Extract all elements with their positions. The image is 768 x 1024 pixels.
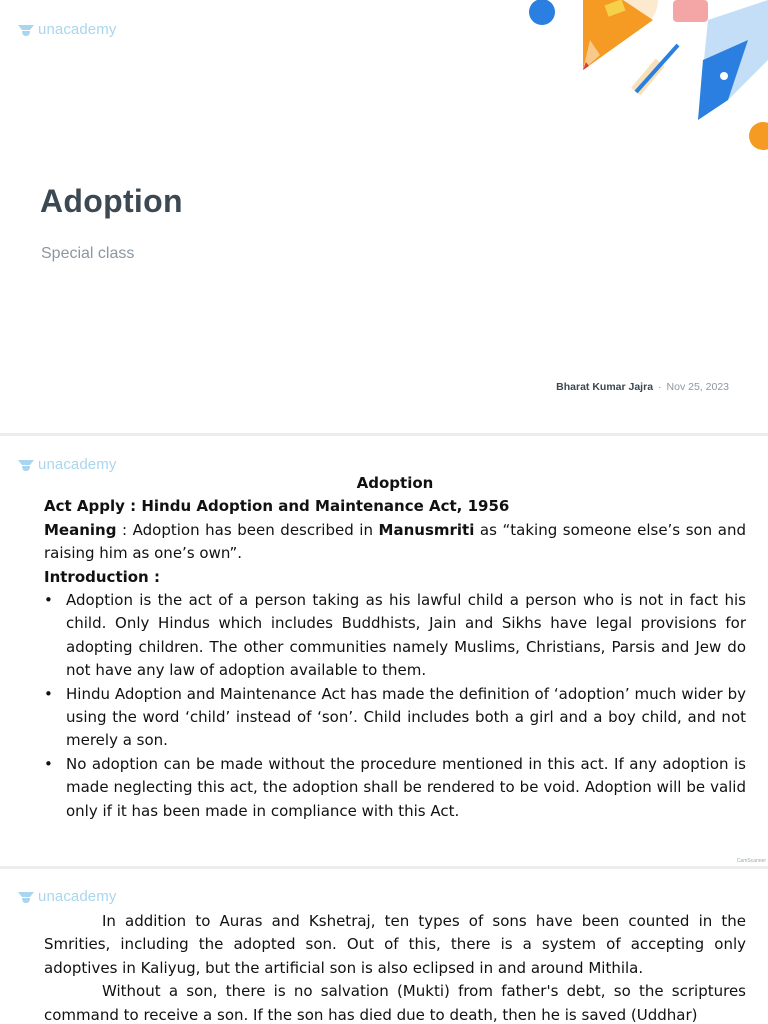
brand-name: unacademy bbox=[38, 21, 117, 38]
notes-slide-1 bbox=[0, 436, 768, 866]
paragraph: In addition to Auras and Kshetraj, ten types of sons have been counted in the Smrities, including the adopted son. Out of this, there is a system of accepting only adoptives in Kaliyug, but the artificial son is also eclipsed in and around Mithila. bbox=[44, 912, 746, 977]
paragraph: Without a son, there is no salvation (Mukti) from father's debt, so the scriptures command to receive a son. If the son has died due to death, then he is saved (Uddhar) bbox=[44, 982, 746, 1024]
introduction-label: Introduction : bbox=[44, 567, 160, 586]
list-item: • Adoption is the act of a person taking as his lawful child a person who is not in fact his child. Only Hindus which includes Buddhists, Jain and Sikhs have legal provisions for adopting children. The other communities namely Muslims, Christians, Parsis and Jew do not have any law of adoption available to them. bbox=[44, 589, 746, 683]
separator-dot: · bbox=[658, 381, 662, 393]
page-subtitle: Special class bbox=[41, 245, 135, 262]
notes-body bbox=[44, 472, 746, 823]
meaning-paragraph bbox=[44, 519, 746, 566]
unacademy-logo-icon bbox=[17, 23, 35, 37]
page-title: Adoption bbox=[40, 183, 183, 219]
brand-logo bbox=[17, 888, 116, 905]
brand-logo bbox=[17, 21, 116, 38]
manusmriti-term: Manusmriti bbox=[378, 520, 475, 539]
list-item: • No adoption can be made without the procedure mentioned in this act. If any adoption is made neglecting this act, the adoption shall be rendered to be void. Adoption will be valid only if it has been made in compliance with this Act. bbox=[44, 753, 746, 823]
notes-body bbox=[44, 910, 746, 1024]
list-item: • Hindu Adoption and Maintenance Act has made the definition of ‘adoption’ much wider by using the word ‘child’ instead of ‘son’. Child includes both a girl and a boy child, and not merely a son. bbox=[44, 683, 746, 753]
brand-name: unacademy bbox=[38, 456, 117, 473]
stationery-illustration bbox=[528, 0, 768, 160]
meaning-label: Meaning bbox=[44, 520, 117, 539]
unacademy-logo-icon bbox=[17, 890, 35, 904]
cover-slide bbox=[0, 0, 768, 433]
act-line: Act Apply : Hindu Adoption and Maintenance Act, 1956 bbox=[44, 497, 510, 516]
meaning-text-1: : Adoption has been described in bbox=[116, 520, 379, 539]
author-date-line bbox=[556, 381, 729, 393]
notes-slide-2 bbox=[0, 869, 768, 1024]
scanner-watermark: CamScanner bbox=[736, 858, 766, 864]
brand-logo bbox=[17, 456, 116, 473]
meaning-text-2: as “taking someone else’s son and raising him as one’s own”. bbox=[44, 520, 746, 563]
section-heading: Adoption bbox=[356, 474, 434, 492]
unacademy-logo-icon bbox=[17, 458, 35, 472]
brand-name: unacademy bbox=[38, 888, 117, 905]
publish-date: Nov 25, 2023 bbox=[666, 381, 729, 393]
author-name: Bharat Kumar Jajra bbox=[556, 381, 654, 393]
introduction-list bbox=[44, 589, 746, 823]
